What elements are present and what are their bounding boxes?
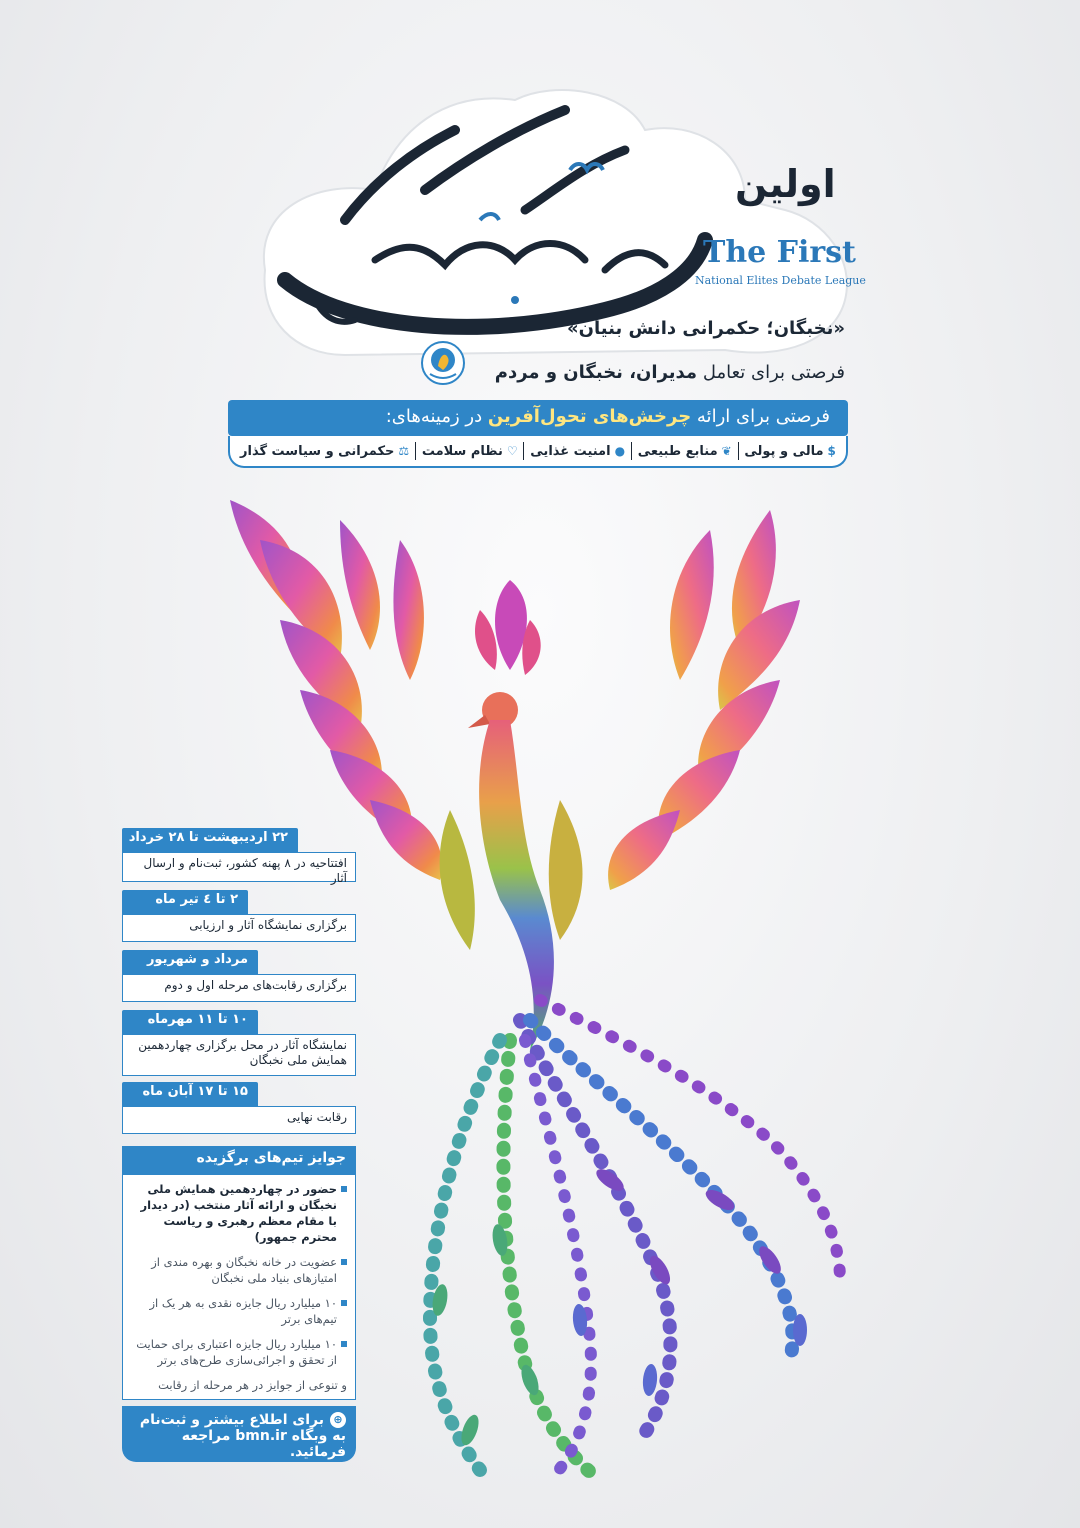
bullet-square-icon — [341, 1300, 347, 1306]
website-link[interactable]: bmn.ir — [235, 1428, 287, 1444]
leaf-icon: ❦ — [721, 444, 732, 458]
registration-prefix: به وبگاه — [291, 1428, 346, 1444]
field-natural-resources: ❦ منابع طبیعی — [637, 443, 732, 459]
heart-icon: ♡ — [506, 444, 518, 458]
timeline-date-2: ۲ تا ٤ تیر ماه — [122, 890, 248, 914]
bullet-square-icon — [341, 1259, 347, 1265]
opportunity-line-2: فرصتی برای ارائه چرخش‌های تحول‌آفرین در زمینه‌های: — [385, 406, 830, 427]
apple-icon: ● — [614, 444, 626, 458]
bullet-square-icon — [341, 1341, 347, 1347]
opportunity-bar — [228, 400, 848, 436]
gavel-icon: ⚖ — [398, 444, 410, 458]
prize-item: عضویت در خانه نخبگان و بهره مندی از امتیازهای بنیاد ملی نخبگان — [131, 1254, 347, 1286]
registration-suffix: مراجعه فرمائید. — [181, 1428, 346, 1460]
title-english-subtitle: National Elites Debate League — [695, 274, 866, 287]
title-awalin: اولین — [735, 162, 836, 206]
timeline-desc-5: رقابت نهایی — [122, 1106, 356, 1134]
divider — [415, 442, 416, 460]
field-governance: ⚖ حکمرانی و سیاست گذار — [240, 443, 410, 459]
prizes-heading: جوایز تیم‌های برگزیده — [122, 1146, 356, 1174]
fields-bar — [228, 436, 848, 468]
prize-item: ۱۰ میلیارد ریال جایزه نقدی به هر یک از تیم‌های برتر — [131, 1295, 347, 1327]
divider — [523, 442, 524, 460]
field-finance: $ مالی و پولی — [744, 443, 836, 459]
prizes-list — [122, 1174, 356, 1400]
timeline-desc-4: نمایشگاه آثار در محل برگزاری چهاردهمین همایش ملی نخبگان — [122, 1034, 356, 1076]
divider — [631, 442, 632, 460]
timeline-date-4: ۱۰ تا ۱۱ مهرماه — [122, 1010, 258, 1034]
timeline-desc-2: برگزاری نمایشگاه آثار و ارزیابی — [122, 914, 356, 942]
foundation-logo — [420, 340, 466, 386]
field-food-security: ● امنیت غذایی — [530, 443, 626, 459]
prize-item: ۱۰ میلیارد ریال جایزه اعتباری برای حمایت از تحقق و اجرائی‌سازی طرح‌های برتر — [131, 1336, 347, 1368]
timeline-date-1: ۲۲ اردیبهشت تا ۲۸ خرداد — [122, 828, 298, 852]
registration-line-2 — [132, 1428, 346, 1460]
globe-icon: ⊕ — [330, 1412, 346, 1428]
title-main — [225, 310, 226, 311]
registration-text: برای اطلاع بیشتر و ثبت‌نام — [139, 1412, 324, 1428]
bullet-square-icon — [341, 1186, 347, 1192]
timeline-date-3: مرداد و شهریور — [122, 950, 258, 974]
prize-footer: و تنوعی از جوایز در هر مرحله از رقابت — [158, 1378, 347, 1392]
timeline-date-5: ۱۵ تا ۱۷ آبان ماه — [122, 1082, 258, 1106]
prize-item: حضور در چهاردهمین همایش ملی نخبگان و ارائه آثار منتخب (در دیدار با مقام معظم رهبری و ریاست محترم جمهور) — [131, 1181, 347, 1245]
timeline-desc-1: افتتاحیه در ۸ پهنه کشور، ثبت‌نام و ارسال آثار — [122, 852, 356, 882]
opportunity-line-1: فرصتی برای تعامل مدیران، نخبگان و مردم — [494, 362, 845, 383]
divider — [738, 442, 739, 460]
timeline-desc-3: برگزاری رقابت‌های مرحله اول و دوم — [122, 974, 356, 1002]
coin-icon: $ — [827, 444, 836, 458]
slogan: «نخبگان؛ حکمرانی دانش بنیان» — [567, 318, 845, 339]
field-health: ♡ نظام سلامت — [421, 443, 518, 459]
title-english-first: The First — [703, 235, 856, 270]
registration-line-1 — [132, 1412, 346, 1428]
registration-box — [122, 1406, 356, 1462]
